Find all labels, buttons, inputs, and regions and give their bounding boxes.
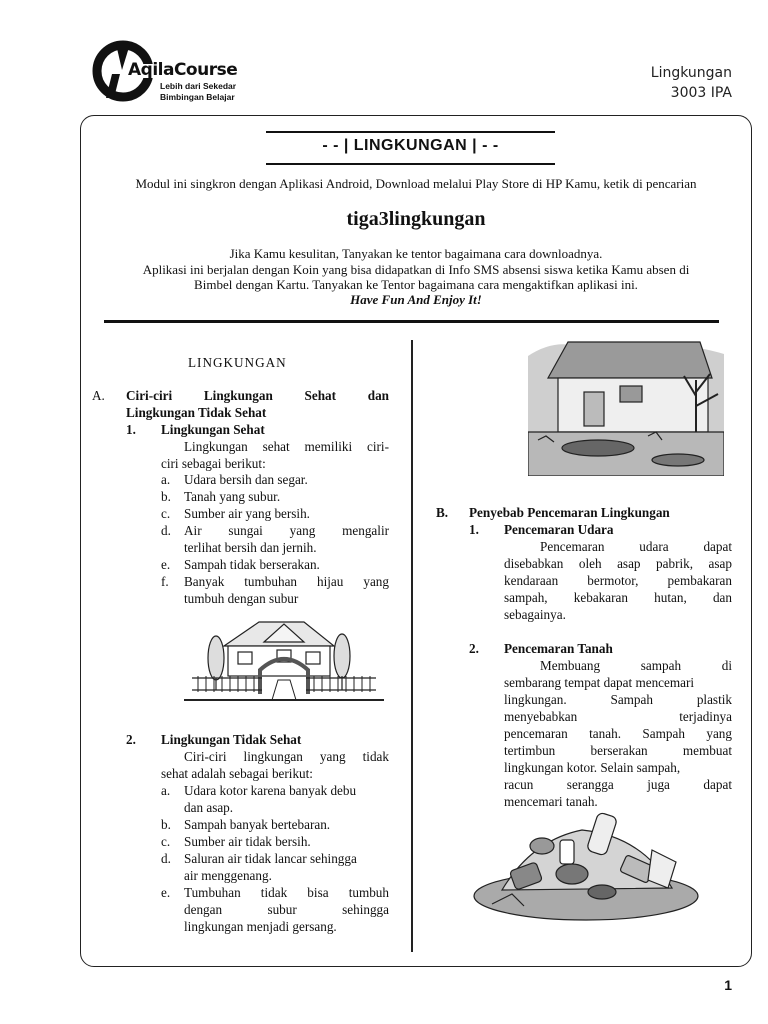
section-a-title-2: Lingkungan Tidak Sehat [126, 405, 267, 420]
sehat-item-c-label: c. [161, 506, 171, 521]
app-name: tiga3lingkungan [346, 208, 486, 230]
tidak-sehat-item-a-line-1: Udara kotor karena banyak debu [184, 783, 357, 798]
tanah-line-3: lingkungan. Sampah plastik [504, 692, 732, 707]
tanah-line-1: Membuang sampah di [540, 658, 732, 673]
fun-tagline: Have Fun And Enjoy It! [350, 292, 482, 307]
tidak-sehat-item-e-line-1: Tumbuhan tidak bisa tumbuh [184, 885, 389, 900]
garbage-pile-illustration [472, 810, 700, 922]
tidak-sehat-item-e-label: e. [161, 885, 171, 900]
polluted-house-illustration [528, 336, 724, 476]
tanah-line-5: pencemaran tanah. Sampah yang [504, 726, 732, 741]
header-subject: Lingkungan [650, 65, 732, 81]
tidak-sehat-item-b-label: b. [161, 817, 171, 832]
logo-brand: AqilaCourse [128, 60, 238, 80]
tidak-sehat-item-d-line-2: air menggenang. [184, 868, 272, 883]
udara-num: 1. [469, 522, 479, 537]
sehat-intro-2: ciri sebagai berikut: [161, 456, 266, 471]
logo-tagline-1: Lebih dari Sekedar [160, 81, 237, 91]
logo-tagline-2: Bimbingan Belajar [160, 92, 235, 102]
sehat-item-f-line-1: Banyak tumbuhan hijau yang [184, 574, 389, 589]
tidak-sehat-item-c-label: c. [161, 834, 171, 849]
section-a-label: A. [92, 388, 105, 403]
udara-line-2: disebabkan oleh asap pabrik, asap [504, 556, 732, 571]
sehat-item-a: Udara bersih dan segar. [184, 472, 308, 487]
column-divider [411, 340, 413, 952]
sehat-num: 1. [126, 422, 136, 437]
sehat-item-f-label: f. [161, 574, 169, 589]
sehat-item-c: Sumber air yang bersih. [184, 506, 310, 521]
section-b-label: B. [436, 505, 449, 520]
udara-line-3: kendaraan bermotor, pembakaran [504, 573, 732, 588]
logo [88, 36, 238, 108]
tidak-sehat-item-b: Sampah banyak bertebaran. [184, 817, 331, 832]
tanah-line-6: tertimbun berserakan membuat [504, 743, 732, 758]
section-a-title-1: Ciri-ciri Lingkungan Sehat dan [126, 388, 389, 403]
intro-text: Modul ini singkron dengan Aplikasi Android, Download melalui Play Store di HP Kamu, ketik di pencarian [135, 176, 697, 191]
help-line-2: Aplikasi ini berjalan dengan Koin yang bisa didapatkan di Info SMS absensi siswa ketika Kamu absen di [142, 262, 690, 277]
section-b-title: Penyebab Pencemaran Lingkungan [469, 505, 670, 520]
tidak-sehat-intro-2: sehat adalah sebagai berikut: [161, 766, 313, 781]
page-title: - - | LINGKUNGAN | - - [322, 137, 499, 154]
header-divider [104, 320, 719, 323]
help-line-3: Bimbel dengan Kartu. Tanyakan ke Tentor bagaimana cara mengaktifkan aplikasi ini. [194, 277, 638, 292]
udara-title: Pencemaran Udara [504, 522, 614, 537]
tanah-line-4: menyebabkan terjadinya [504, 709, 732, 724]
sehat-item-d-label: d. [161, 523, 171, 538]
tidak-sehat-item-d-line-1: Saluran air tidak lancar sehingga [184, 851, 357, 866]
tanah-line-9: mencemari tanah. [504, 794, 598, 809]
sehat-item-a-label: a. [161, 472, 171, 487]
tanah-line-2: sembarang tempat dapat mencemari [504, 675, 695, 690]
sehat-item-b: Tanah yang subur. [184, 489, 281, 504]
sehat-title: Lingkungan Sehat [161, 422, 265, 437]
healthy-house-illustration [184, 618, 384, 710]
tidak-sehat-item-e-line-2: dengan subur sehingga [184, 902, 389, 917]
tidak-sehat-item-a-line-2: dan asap. [184, 800, 234, 815]
sehat-item-d-line-2: terlihat bersih dan jernih. [184, 540, 317, 555]
tanah-line-7: lingkungan kotor. Selain sampah, [504, 760, 681, 775]
tanah-num: 2. [469, 641, 479, 656]
title-rule-top [266, 131, 555, 133]
help-line-1: Jika Kamu kesulitan, Tanyakan ke tentor bagaimana cara downloadnya. [229, 246, 603, 261]
header-code: 3003 IPA [670, 85, 732, 101]
tidak-sehat-item-a-label: a. [161, 783, 171, 798]
sehat-intro-1: Lingkungan sehat memiliki ciri- [184, 439, 389, 454]
udara-line-4: sampah, kebakaran hutan, dan [504, 590, 732, 605]
tidak-sehat-title: Lingkungan Tidak Sehat [161, 732, 302, 747]
udara-line-5: sebagainya. [504, 607, 566, 622]
page-number: 1 [724, 977, 732, 993]
sehat-item-e: Sampah tidak berserakan. [184, 557, 320, 572]
left-heading: LINGKUNGAN [188, 355, 287, 370]
tidak-sehat-intro-1: Ciri-ciri lingkungan yang tidak [184, 749, 389, 764]
title-rule-bottom [266, 163, 555, 165]
tanah-line-8: racun serangga juga dapat [504, 777, 732, 792]
sehat-item-b-label: b. [161, 489, 171, 504]
tanah-title: Pencemaran Tanah [504, 641, 613, 656]
tidak-sehat-num: 2. [126, 732, 136, 747]
tidak-sehat-item-e-line-3: lingkungan menjadi gersang. [184, 919, 337, 934]
sehat-item-e-label: e. [161, 557, 171, 572]
tidak-sehat-item-d-label: d. [161, 851, 171, 866]
sehat-item-f-line-2: tumbuh dengan subur [184, 591, 299, 606]
tidak-sehat-item-c: Sumber air tidak bersih. [184, 834, 311, 849]
udara-line-1: Pencemaran udara dapat [540, 539, 732, 554]
sehat-item-d-line-1: Air sungai yang mengalir [184, 523, 389, 538]
